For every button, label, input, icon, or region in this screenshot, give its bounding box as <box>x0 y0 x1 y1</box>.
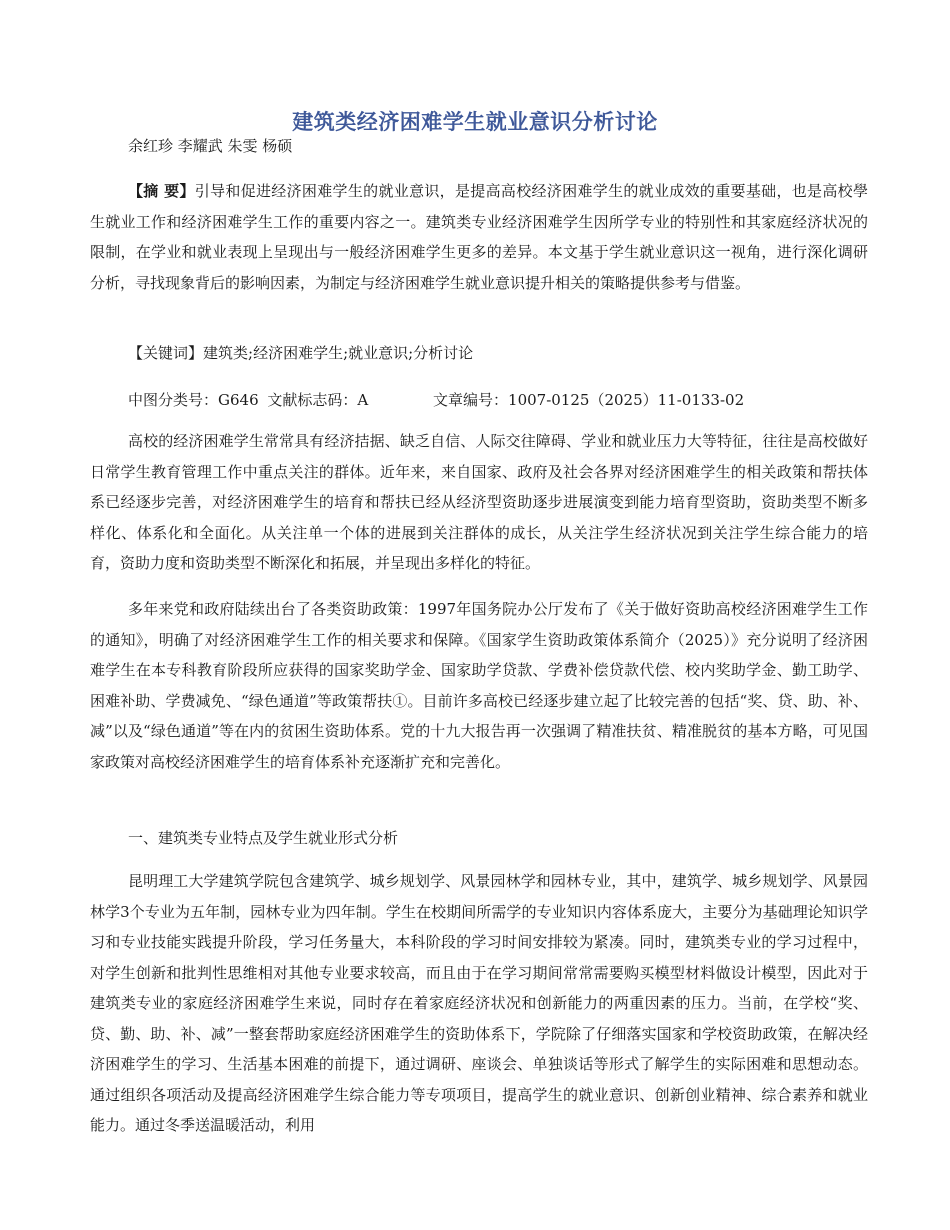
clc-number: 中图分类号：G646 <box>128 391 259 409</box>
classification-line <box>128 389 744 410</box>
keywords-label: 【关键词】 <box>128 344 204 362</box>
author-list: 余红珍 李耀武 朱雯 杨硕 <box>128 137 293 155</box>
body-paragraph-3: 昆明理工大学建筑学院包含建筑学、城乡规划学、风景园林学和园林专业，其中，建筑学、城乡规划学、风景园林学3个专业为五年制，园林专业为四年制。学生在校期间所需学的专业知识内容体系庞大，主要分为基础理论知识学习和专业技能实践提升阶段，学习任务量大，本科阶段的学习时间安排较为紧凑。同时，建筑类专业的学习过程中，对学生创新和批判性思维相对其他专业要求较高，而且由于在学习期间常常需要购买模型材料做设计模型，因此对于建筑类专业的家庭经济困难学生来说，同时存在着家庭经济状况和创新能力的两重因素的压力。当前，在学校“奖、贷、勤、助、补、减”一整套帮助家庭经济困难学生的资助体系下，学院除了仔细落实国家和学校资助政策，在解决经济困难学生的学习、生活基本困难的前提下，通过调研、座谈会、单独谈话等形式了解学生的实际困难和思想动态。通过组织各项活动及提高经济困难学生综合能力等专项项目，提高学生的就业意识、创新创业精神、综合素养和就业能力。通过冬季送温暖活动，利用 <box>90 872 868 1134</box>
body-paragraph-1: 高校的经济困难学生常常具有经济拮据、缺乏自信、人际交往障碍、学业和就业压力大等特征，往往是高校做好日常学生教育管理工作中重点关注的群体。近年来，来自国家、政府及社会各界对经济困难学生的相关政策和帮扶体系已经逐步完善，对经济困难学生的培育和帮扶已经从经济型资助逐步进展演变到能力培育型资助，资助类型不断多样化、体系化和全面化。从关注单一个体的进展到关注群体的成长，从关注学生经济状况到关注学生综合能力的培育，资助力度和资助类型不断深化和拓展，并呈现出多样化的特征。 <box>90 432 868 572</box>
document-code: 文献标志码：A <box>267 391 369 409</box>
body-paragraph-2: 多年来党和政府陆续出台了各类资助政策：1997年国务院办公厅发布了《关于做好资助高校经济困难学生工作的通知》，明确了对经济困难学生工作的相关要求和保障。《国家学生资助政策体系简介（2025）》充分说明了经济困难学生在本专科教育阶段所应获得的国家奖助学金、国家助学贷款、学费补偿贷款代偿、校内奖助学金、勤工助学、困难补助、学费减免、“绿色通道”等政策帮扶①。目前许多高校已经逐步建立起了比较完善的包括“奖、贷、助、补、减”以及“绿色通道”等在内的贫困生资助体系。党的十九大报告再一次强调了精准扶贫、精准脱贫的基本方略，可见国家政策对高校经济困难学生的培育体系补充逐渐扩充和完善化。 <box>90 600 868 771</box>
abstract-paragraph <box>90 176 868 298</box>
article-title: 建筑类经济困难学生就业意识分析讨论 <box>292 110 658 134</box>
article-number: 文章编号：1007-0125（2025）11-0133-02 <box>433 391 745 409</box>
abstract-label: 【摘 要】 <box>128 182 195 200</box>
section-heading: 一、建筑类专业特点及学生就业形式分析 <box>128 829 399 847</box>
abstract-text: 引导和促进经济困难学生的就业意识，是提高高校经济困难学生的就业成效的重要基础，也是高校學生就业工作和经济困难学生工作的重要内容之一。建筑类专业经济困难学生因所学专业的特别性和其家庭经济状况的限制，在学业和就业表现上呈现出与一般经济困难学生更多的差异。本文基于学生就业意识这一视角，进行深化调研分析，寻找现象背后的影响因素，为制定与经济困难学生就业意识提升相关的策略提供参考与借鉴。 <box>90 182 868 292</box>
keywords-text: 建筑类;经济困难学生;就业意识;分析讨论 <box>203 344 474 362</box>
keywords-paragraph <box>90 338 868 369</box>
